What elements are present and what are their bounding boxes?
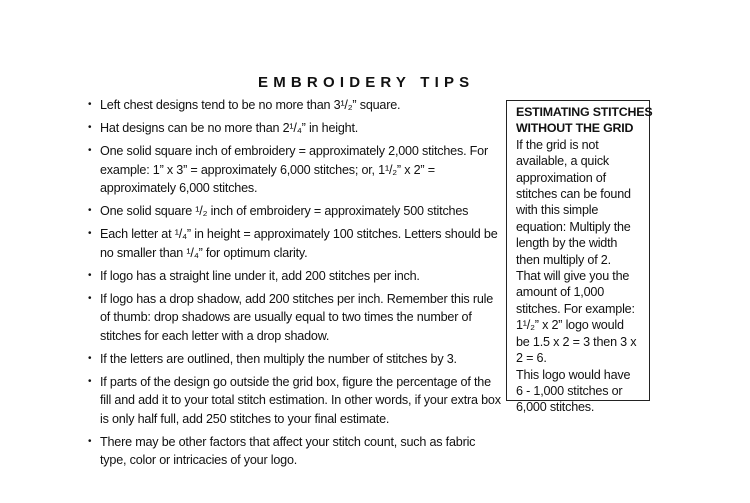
bullet-icon: •	[88, 122, 92, 133]
bullet-icon: •	[88, 205, 92, 216]
tip-text: If logo has a straight line under it, add 200 stitches per inch.	[100, 268, 420, 283]
list-item	[88, 350, 502, 369]
box-heading-line: ESTIMATING STITCHES	[516, 105, 653, 119]
list-item	[88, 202, 502, 221]
bullet-icon: •	[88, 435, 92, 447]
tip-text: If parts of the design go outside the grid box, figure the percentage of the fill and add it to your total stitch estimation. In other words, if your extra box is only half full, add 250 stitches to your final estimate.	[100, 374, 501, 426]
box-body-line: stitches. For example:	[516, 301, 635, 316]
bullet-icon: •	[88, 228, 92, 239]
box-body-line: stitches can be found	[516, 187, 631, 202]
box-body-line: That will give you the	[516, 269, 630, 284]
list-item	[88, 142, 502, 198]
list-item	[88, 290, 502, 346]
bullet-icon: •	[88, 292, 92, 304]
bullet-icon: •	[88, 145, 92, 156]
tip-text: Left chest designs tend to be no more than 3¹/₂” square.	[100, 98, 401, 112]
box-body-line: amount of 1,000	[516, 285, 605, 300]
box-body-line: length by the width	[516, 236, 618, 251]
tip-text: There may be other factors that affect your stitch count, such as fabric type, color or intricacies of your logo.	[100, 434, 476, 467]
box-body-line: 6 - 1,000 stitches or	[516, 383, 623, 398]
bullet-icon: •	[88, 269, 92, 281]
tip-text: One solid square ¹/₂ inch of embroidery = approximately 500 stitches	[100, 204, 469, 218]
list-item	[88, 225, 502, 262]
box-body-line: be 1.5 x 2 = 3 then 3 x	[516, 334, 637, 349]
estimating-stitches-box	[506, 100, 653, 415]
box-body	[516, 137, 643, 416]
tip-text: Each letter at ¹/₄” in height = approximately 100 stitches. Letters should be no smaller than ¹/₄” for optimum clarity.	[100, 227, 498, 260]
bullet-icon: •	[88, 352, 92, 364]
box-heading-line: WITHOUT THE GRID	[516, 121, 634, 136]
box-body-line: If the grid is not	[516, 137, 599, 152]
tip-text: Hat designs can be no more than 2¹/₄” in height.	[100, 121, 359, 135]
box-body-line: 6,000 stitches.	[516, 400, 595, 415]
box-body-line: then multiply of 2.	[516, 252, 611, 267]
tips-list	[88, 96, 502, 474]
tip-text: If logo has a drop shadow, add 200 stitches per inch. Remember this rule of thumb: drop shadows are usually equal to two times the number of stitches for each letter with a drop shadow.	[100, 291, 494, 343]
list-item	[88, 119, 502, 138]
box-body-line: 1¹/₂” x 2” logo would	[516, 318, 624, 333]
list-item	[88, 96, 502, 115]
list-item	[88, 267, 502, 286]
bullet-icon: •	[88, 375, 92, 387]
tip-text: If the letters are outlined, then multiply the number of stitches by 3.	[100, 351, 457, 366]
box-body-line: equation: Multiply the	[516, 219, 631, 234]
box-body-line: available, a quick	[516, 154, 610, 169]
box-body-line: with this simple	[516, 203, 599, 218]
list-item	[88, 433, 502, 470]
box-body-line: 2 = 6.	[516, 351, 547, 366]
box-heading	[516, 104, 653, 137]
page-title: EMBROIDERY TIPS	[258, 74, 475, 91]
tip-text: One solid square inch of embroidery = approximately 2,000 stitches. For example: 1” x 3” = approximately 6,000 stitches; or, 1¹/₂” x 2” = approximately 6,000 stitches.	[100, 144, 488, 195]
box-body-line: This logo would have	[516, 367, 631, 382]
bullet-icon: •	[88, 99, 92, 110]
box-body-line: approximation of	[516, 170, 606, 185]
list-item	[88, 373, 502, 429]
